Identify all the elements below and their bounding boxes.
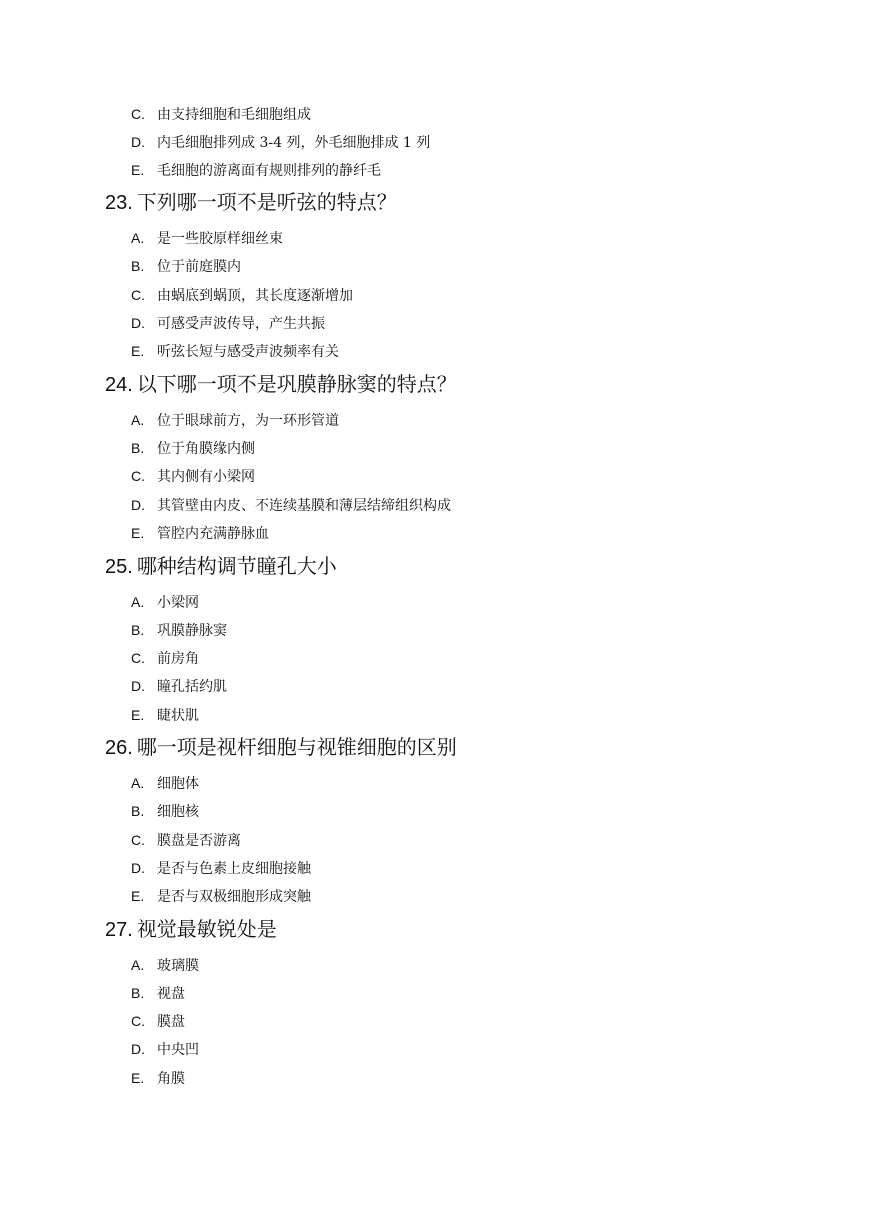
option-text: 小梁网 xyxy=(157,595,199,611)
option-letter: C. xyxy=(131,287,145,303)
option-c xyxy=(131,647,199,669)
question-text: 视觉最敏锐处是 xyxy=(136,917,277,941)
option-letter: C. xyxy=(131,1013,145,1029)
option-letter: D. xyxy=(131,315,145,331)
option-letter: E. xyxy=(131,525,145,541)
option-letter: A. xyxy=(131,230,145,246)
question-24-title xyxy=(105,369,457,399)
option-text: 膜盘是否游离 xyxy=(157,833,241,849)
option-text: 位于角膜缘内侧 xyxy=(157,441,255,457)
option-text: 中央凹 xyxy=(157,1042,199,1058)
option-e xyxy=(131,340,339,362)
question-text: 哪种结构调节瞳孔大小 xyxy=(136,554,337,578)
option-letter: C. xyxy=(131,468,145,484)
option-letter: A. xyxy=(131,594,145,610)
option-c xyxy=(131,103,311,125)
option-letter: B. xyxy=(131,803,145,819)
option-text: 是一些胶原样细丝束 xyxy=(157,231,283,247)
option-letter: B. xyxy=(131,985,145,1001)
option-letter: E. xyxy=(131,343,145,359)
option-letter: B. xyxy=(131,440,145,456)
option-a xyxy=(131,772,199,794)
option-e xyxy=(131,522,269,544)
option-text: 位于眼球前方，为一环形管道 xyxy=(157,413,339,429)
option-text: 管腔内充满静脉血 xyxy=(157,526,269,542)
option-d xyxy=(131,131,430,153)
question-text: 下列哪一项不是听弦的特点？ xyxy=(136,190,397,214)
option-text: 内毛细胞排列成 3-4 列，外毛细胞排成 1 列 xyxy=(157,135,431,151)
option-c xyxy=(131,284,353,306)
option-text: 瞳孔括约肌 xyxy=(157,679,227,695)
option-b xyxy=(131,255,241,277)
option-letter: D. xyxy=(131,678,145,694)
option-b xyxy=(131,800,199,822)
question-number: 27. xyxy=(105,919,133,941)
option-letter: E. xyxy=(131,1070,145,1086)
question-25-title xyxy=(105,551,337,581)
question-number: 25. xyxy=(105,556,133,578)
option-a xyxy=(131,409,339,431)
option-letter: E. xyxy=(131,162,145,178)
option-text: 视盘 xyxy=(157,986,185,1002)
option-letter: D. xyxy=(131,1041,145,1057)
option-c xyxy=(131,465,255,487)
option-text: 细胞核 xyxy=(157,804,199,820)
option-letter: A. xyxy=(131,412,145,428)
option-text: 其内侧有小梁网 xyxy=(157,469,255,485)
option-letter: E. xyxy=(131,707,145,723)
option-text: 听弦长短与感受声波频率有关 xyxy=(157,344,339,360)
option-e xyxy=(131,704,199,726)
option-text: 由蜗底到蜗顶，其长度逐渐增加 xyxy=(157,288,353,304)
option-b xyxy=(131,619,227,641)
question-number: 26. xyxy=(105,737,133,759)
option-d xyxy=(131,1038,199,1060)
option-text: 前房角 xyxy=(157,651,199,667)
option-b xyxy=(131,982,185,1004)
option-letter: D. xyxy=(131,497,145,513)
option-a xyxy=(131,227,283,249)
option-letter: C. xyxy=(131,832,145,848)
option-e xyxy=(131,159,381,181)
option-letter: B. xyxy=(131,622,145,638)
option-letter: C. xyxy=(131,650,145,666)
question-number: 23. xyxy=(105,192,133,214)
option-letter: E. xyxy=(131,888,145,904)
question-23-title xyxy=(105,187,397,217)
option-d xyxy=(131,494,451,516)
option-e xyxy=(131,1067,185,1089)
question-text: 以下哪一项不是巩膜静脉窦的特点？ xyxy=(136,372,457,396)
option-text: 角膜 xyxy=(157,1071,185,1087)
option-letter: A. xyxy=(131,775,145,791)
option-b xyxy=(131,437,255,459)
option-text: 细胞体 xyxy=(157,776,199,792)
option-text: 由支持细胞和毛细胞组成 xyxy=(157,107,311,123)
question-26-title xyxy=(105,732,457,762)
option-text: 是否与色素上皮细胞接触 xyxy=(157,861,311,877)
question-text: 哪一项是视杆细胞与视锥细胞的区别 xyxy=(136,735,457,759)
option-text: 毛细胞的游离面有规则排列的静纤毛 xyxy=(157,163,381,179)
option-a xyxy=(131,591,199,613)
option-e xyxy=(131,885,311,907)
option-letter: B. xyxy=(131,258,145,274)
question-27-title xyxy=(105,914,277,944)
option-c xyxy=(131,829,241,851)
option-d xyxy=(131,312,325,334)
option-letter: D. xyxy=(131,860,145,876)
option-text: 其管壁由内皮、不连续基膜和薄层结缔组织构成 xyxy=(157,498,451,514)
option-text: 玻璃膜 xyxy=(157,958,199,974)
option-letter: D. xyxy=(131,134,145,150)
option-text: 睫状肌 xyxy=(157,708,199,724)
option-text: 位于前庭膜内 xyxy=(157,259,241,275)
option-c xyxy=(131,1010,185,1032)
option-text: 可感受声波传导，产生共振 xyxy=(157,316,325,332)
option-text: 是否与双极细胞形成突触 xyxy=(157,889,311,905)
question-number: 24. xyxy=(105,374,133,396)
option-d xyxy=(131,857,311,879)
option-letter: A. xyxy=(131,957,145,973)
option-d xyxy=(131,675,227,697)
option-text: 巩膜静脉窦 xyxy=(157,623,227,639)
option-a xyxy=(131,954,199,976)
option-letter: C. xyxy=(131,106,145,122)
option-text: 膜盘 xyxy=(157,1014,185,1030)
